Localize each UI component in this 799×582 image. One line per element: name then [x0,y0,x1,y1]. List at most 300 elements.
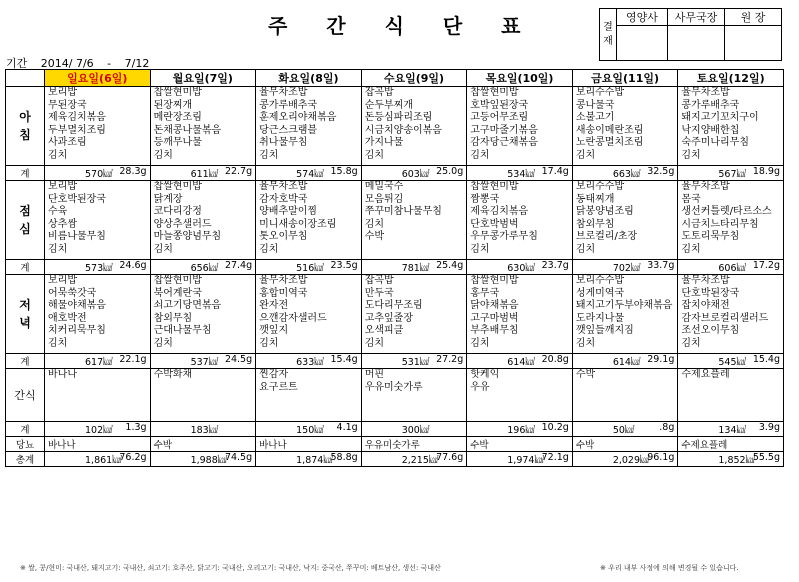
menu-item: 감자브로컬리샐러드 [681,312,769,324]
menu-item: 닭봉양념조림 [575,206,634,218]
day-header: 금요일(11일) [572,70,678,87]
meal-label [6,181,45,260]
menu-item: 김치 [364,218,385,230]
menu-item: 찹쌀현미밥 [470,275,519,286]
menu-item: 홍무국 [470,287,500,299]
menu-cell [361,181,467,260]
protein-value: 22.7g [224,166,253,177]
kcal-value: 614㎉ [612,357,641,368]
footnote: ※ 쌀, 콩/현미: 국내산, 돼지고기: 국내산, 쇠고기: 호주산, 닭고기: 국내산, 오리고기: 국내산, 낙지: 중국산, 쭈꾸미: 베트남산, 생선: 국내산 [20,564,441,572]
total-cell [45,354,151,369]
menu-item: 모음튀김 [364,193,404,205]
menu-item: 등깨무나물 [153,137,202,149]
menu-item: 돈채콩나물볶음 [153,124,222,136]
protein-value: 3.9g [758,422,780,433]
diabetic-item: 바나나 [45,437,151,452]
menu-item: 돼지고기두부야채볶음 [575,300,673,312]
day-header: 목요일(10일) [467,70,573,87]
total-cell [256,422,362,437]
protein-value: 33.7g [647,260,675,271]
total-label: 계 [6,422,45,437]
snack-cell [572,369,678,422]
kcal-value: 534㎉ [507,169,535,180]
kcal-value: 1,874㎉ [296,455,333,466]
menu-item: 단호박된장국 [48,193,106,205]
kcal-value: 545㎉ [718,357,747,368]
snack-item: 머핀 [364,369,385,380]
protein-value: 20.8g [541,354,569,365]
menu-item: 보리수수밥 [575,87,625,98]
menu-item: 찹쌀현미밥 [153,87,202,98]
menu-item: 김치 [681,337,701,349]
menu-item: 콩나물국 [575,99,615,111]
snack-item: 찐감자 [259,369,289,380]
menu-item: 만두국 [364,287,394,299]
menu-item: 단호박된장국 [681,287,740,299]
menu-item: 잡치야채전 [681,300,730,312]
total-cell [467,260,573,275]
menu-item: 잡곡밥 [364,275,394,286]
menu-item: 양배추말이찜 [259,206,318,218]
total-cell [256,260,362,275]
total-cell [678,452,784,467]
menu-item: 김치 [681,149,701,161]
menu-cell [572,181,678,260]
kcal-value: 300㎉ [401,425,430,436]
snack-item: 요구르트 [259,381,298,393]
total-row [6,260,784,275]
menu-cell [678,87,784,166]
menu-item: 조선오이무침 [681,325,740,337]
menu-item: 시금치양송이볶음 [364,124,442,136]
approval-role: 사무국장 [668,9,725,26]
snack-item: 핫케익 [470,369,500,380]
menu-item: 콩가루배추국 [681,99,740,111]
total-cell [150,422,256,437]
menu-item: 감자호박국 [259,193,308,205]
total-cell [678,260,784,275]
menu-item: 도다리무조림 [364,300,423,312]
meal-label-char: 침 [19,128,31,142]
menu-item: 낙지양배한칩 [681,124,740,136]
menu-item: 찹쌀현미밥 [153,275,202,286]
period-start: 2014/ 7/6 [40,57,94,70]
menu-item: 잡곡밥 [364,87,394,98]
grand-total-label: 총계 [6,452,45,467]
menu-item: 비름나물무침 [48,231,106,243]
diabetic-label: 당뇨 [6,437,45,452]
snack-item: 우유미숫가루 [364,381,423,393]
snack-item [681,382,780,395]
menu-item: 소불고기 [575,112,615,124]
kcal-value: 2,029㎉ [612,455,650,466]
kcal-value: 614㎉ [507,357,535,368]
total-cell [45,452,151,467]
protein-value: 23.5g [330,260,358,271]
menu-item: 당근스크램블 [259,124,318,136]
total-cell [361,422,467,437]
snack-cell [150,369,256,422]
kcal-value: 2,215㎉ [401,455,439,466]
menu-item: 몸국 [681,193,701,205]
kcal-value: 606㎉ [718,263,747,274]
total-cell [361,260,467,275]
menu-item: 코다리강정 [153,206,202,218]
menu-item: 호박잎된장국 [470,99,529,111]
diabetic-item: 수박 [467,437,573,452]
diabetic-item: 우유미숫가루 [361,437,467,452]
menu-item: 깻잎지 [259,325,289,337]
meal-label [6,87,45,166]
total-cell [572,260,678,275]
menu-item: 무된장국 [48,99,87,111]
menu-item: 보리수수밥 [575,275,625,286]
menu-item: 김치 [364,149,385,161]
meal-row [6,87,784,166]
total-cell [45,260,151,275]
kcal-value: 102㎉ [85,425,113,436]
menu-item: 율무차조밥 [259,181,308,192]
signature-box[interactable] [668,26,725,61]
protein-value: 24.5g [224,354,253,365]
protein-value: 24.6g [119,260,147,271]
kcal-value: 573㎉ [85,263,113,274]
protein-value: .8g [659,422,675,433]
menu-cell [256,87,362,166]
menu-item: 김치 [681,243,701,255]
kcal-value: 1,852㎉ [718,455,756,466]
snack-cell [361,369,467,422]
menu-item: 수박 [364,231,385,243]
menu-item: 부추배무침 [470,325,519,337]
menu-item: 율무차조밥 [259,275,308,286]
protein-value: 15.4g [330,354,358,365]
protein-value: 27.4g [224,260,253,271]
total-cell [467,166,573,181]
menu-item: 해물야채볶음 [48,300,106,312]
total-cell [467,354,573,369]
menu-item: 어묵쑥갓국 [48,287,97,299]
menu-cell [361,275,467,354]
menu-item: 율무차조밥 [681,181,730,192]
menu-item: 김치 [48,149,68,161]
menu-item: 돈등심파리조림 [364,112,433,124]
menu-item: 김치 [364,337,385,349]
protein-value: 77.6g [436,452,464,463]
menu-item: 된장찌개 [153,99,193,111]
menu-item: 단호박범벅 [470,218,519,230]
protein-value: 18.9g [752,166,780,177]
menu-cell [467,181,573,260]
menu-item: 깻잎들깨지짐 [575,325,634,337]
kcal-value: 630㎉ [507,263,535,274]
menu-cell [678,181,784,260]
kcal-value: 603㎉ [401,169,430,180]
protein-value: 74.5g [224,452,253,463]
menu-item: 찹쌀현미밥 [153,181,202,192]
snack-cell [45,369,151,422]
menu-item: 양상추샐러드 [153,218,212,230]
menu-item: 돼지고기꼬치구이 [681,112,759,124]
period-sep: - [107,57,112,70]
menu-item: 보리밥 [48,87,77,98]
menu-item: 순두부찌개 [364,99,413,111]
kcal-value: 134㎉ [718,425,747,436]
menu-cell [45,87,151,166]
total-cell [256,452,362,467]
menu-table [5,69,784,467]
total-label: 계 [6,166,45,181]
menu-item: 고등어무조림 [470,112,529,124]
menu-item: 상추쌈 [48,218,77,230]
protein-value: 15.4g [752,354,780,365]
kcal-value: 537㎉ [190,357,219,368]
meal-row [6,181,784,260]
meal-label-char: 저 [19,298,31,312]
menu-cell [150,87,256,166]
total-cell [361,452,467,467]
menu-item: 고구마범벅 [470,312,519,324]
menu-item: 동태찌개 [575,193,615,205]
menu-item: 북어계란국 [153,287,202,299]
meal-label-char: 아 [19,110,31,124]
kcal-value: 50㎉ [612,425,635,436]
approval-role: 영양사 [617,9,668,26]
total-cell [150,166,256,181]
total-row [6,166,784,181]
grand-total-row [6,452,784,467]
menu-item: 치커리묵무침 [48,325,106,337]
snack-cell [256,369,362,422]
day-header: 수요일(9일) [361,70,467,87]
menu-cell [678,275,784,354]
total-cell [678,422,784,437]
menu-item: 애호박전 [48,312,87,324]
kcal-value: 611㎉ [190,169,219,180]
diabetic-item: 수박 [572,437,678,452]
total-cell [256,354,362,369]
menu-item: 고추잎줄장 [364,312,413,324]
diabetic-item: 바나나 [256,437,362,452]
total-row [6,422,784,437]
menu-item: 김치 [575,149,596,161]
menu-item: 마늘쫑양념무침 [153,231,222,243]
total-cell [150,452,256,467]
menu-item: 완자전 [259,300,289,312]
kcal-value: 574㎉ [296,169,324,180]
protein-value: 25.4g [436,260,464,271]
menu-item: 두부멸치조림 [48,124,106,136]
protein-value: 22.1g [119,354,147,365]
total-cell [361,354,467,369]
menu-item: 율무차조밥 [259,87,308,98]
total-cell [45,166,151,181]
protein-value: 58.8g [330,452,358,463]
menu-item: 찹쌀현미밥 [470,87,519,98]
menu-item: 톳오이무침 [259,231,308,243]
kcal-value: 150㎉ [296,425,324,436]
snack-item: 수박화채 [153,369,193,380]
menu-item: 보리수수밥 [575,181,625,192]
menu-item: 콩가루배추국 [259,99,318,111]
protein-value: 32.5g [647,166,675,177]
menu-item: 시금치느타리무침 [681,218,759,230]
menu-item: 김치 [259,243,279,255]
menu-item: 사과조림 [48,137,87,149]
menu-item: 김치 [48,243,68,255]
total-cell [45,422,151,437]
footnote-note: ※ 우리 내부 사정에 의해 변경될 수 있습니다. [600,564,739,572]
protein-value: 55.5g [752,452,780,463]
period-label: 기간 [6,57,28,70]
snack-item [576,382,675,395]
protein-value: 17.2g [752,260,780,271]
menu-item: 성게미역국 [575,287,625,299]
kcal-value: 1,988㎉ [190,455,228,466]
menu-cell [467,87,573,166]
diabetic-row [6,437,784,452]
meal-label-char: 녁 [19,316,31,330]
total-cell [572,166,678,181]
snack-row [6,369,784,422]
diabetic-item: 수제요플레 [678,437,784,452]
kcal-value: 633㎉ [296,357,324,368]
menu-item: 김치 [153,243,173,255]
snack-cell [467,369,573,422]
day-header: 화요일(8일) [256,70,362,87]
menu-item: 제육김치볶음 [470,206,529,218]
signature-box[interactable] [725,26,782,61]
snack-item: 수제요플레 [681,369,730,380]
kcal-value: 531㎉ [401,357,430,368]
menu-item: 참외무침 [575,218,615,230]
menu-item: 노란콩멸치조림 [575,137,644,149]
total-cell [678,354,784,369]
snack-label: 간식 [6,369,45,422]
meal-label-char: 점 [19,204,31,218]
menu-item: 김치 [575,243,596,255]
protein-value: 25.0g [436,166,464,177]
total-cell [467,452,573,467]
kcal-value: 781㎉ [401,263,430,274]
snack-item: 수박 [575,369,596,380]
total-cell [572,452,678,467]
menu-item: 숙주미나리무침 [681,137,749,149]
protein-value: 72.1g [541,452,569,463]
menu-item: 메란장조림 [153,112,202,124]
snack-item: 바나나 [48,369,77,380]
meal-label-char: 심 [19,222,31,236]
signature-box[interactable] [617,26,668,61]
total-cell [361,166,467,181]
menu-item: 홍합미역국 [259,287,308,299]
snack-cell [678,369,784,422]
protein-value: 15.8g [330,166,358,177]
menu-cell [150,181,256,260]
menu-cell [45,181,151,260]
protein-value: 96.1g [647,452,675,463]
snack-item: 우유 [470,381,490,393]
kcal-value: 1,974㎉ [507,455,544,466]
menu-cell [45,275,151,354]
menu-item: 근대나물무침 [153,325,212,337]
menu-item: 김치 [470,243,490,255]
kcal-value: 702㎉ [612,263,641,274]
menu-item: 찹쌀현미밥 [470,181,519,192]
menu-item: 메밀국수 [364,181,404,192]
meal-row [6,275,784,354]
total-cell [572,354,678,369]
menu-item: 쭈꾸미참나물무침 [364,206,442,218]
menu-item: 가지나물 [364,137,404,149]
menu-item: 생선커틀렛/타르소스 [681,206,772,218]
menu-item: 참외무침 [153,312,193,324]
total-cell [572,422,678,437]
total-cell [678,166,784,181]
menu-item: 으깬감자샐러드 [259,312,327,324]
period-end: 7/12 [124,57,150,70]
kcal-value: 570㎉ [85,169,113,180]
kcal-value: 196㎉ [507,425,535,436]
menu-cell [256,275,362,354]
menu-item: 보리밥 [48,181,77,192]
kcal-value: 183㎉ [190,425,219,436]
menu-item: 도라지나물 [575,312,625,324]
menu-item: 새송이메란조림 [575,124,644,136]
menu-item: 제육김치볶음 [48,112,106,124]
menu-item: 쇠고기당면볶음 [153,300,222,312]
protein-value: 29.1g [647,354,675,365]
meal-label [6,275,45,354]
protein-value: 23.7g [541,260,569,271]
protein-value: 4.1g [336,422,358,433]
menu-cell [150,275,256,354]
menu-item: 고구마줄기볶음 [470,124,538,136]
menu-item: 김치 [575,337,596,349]
day-header: 월요일(7일) [150,70,256,87]
menu-item: 김치 [259,149,279,161]
menu-item: 김치 [470,337,490,349]
corner-cell [6,70,45,87]
protein-value: 17.4g [541,166,569,177]
protein-value: 28.3g [119,166,147,177]
menu-item: 닭계장 [153,193,183,205]
diabetic-item: 수박 [150,437,256,452]
day-header: 토요일(12일) [678,70,784,87]
protein-value: 1.3g [125,422,147,433]
menu-cell [572,275,678,354]
menu-item: 도토리묵무침 [681,231,740,243]
menu-item: 훈제오리야채볶음 [259,112,337,124]
menu-item: 수육 [48,206,68,218]
total-label: 계 [6,260,45,275]
menu-item: 김치 [259,337,279,349]
total-cell [256,166,362,181]
menu-cell [256,181,362,260]
total-row [6,354,784,369]
day-header: 일요일(6일) [45,70,151,87]
approval-box [599,8,782,61]
page-title: 주 간 식 단 표 [268,14,537,38]
protein-value: 27.2g [436,354,464,365]
kcal-value: 656㎉ [190,263,219,274]
menu-item: 김치 [470,149,490,161]
menu-item: 김치 [153,337,173,349]
total-cell [150,354,256,369]
menu-item: 미니새송이장조림 [259,218,337,230]
total-cell [150,260,256,275]
menu-item: 브로컬리/초장 [575,231,638,243]
